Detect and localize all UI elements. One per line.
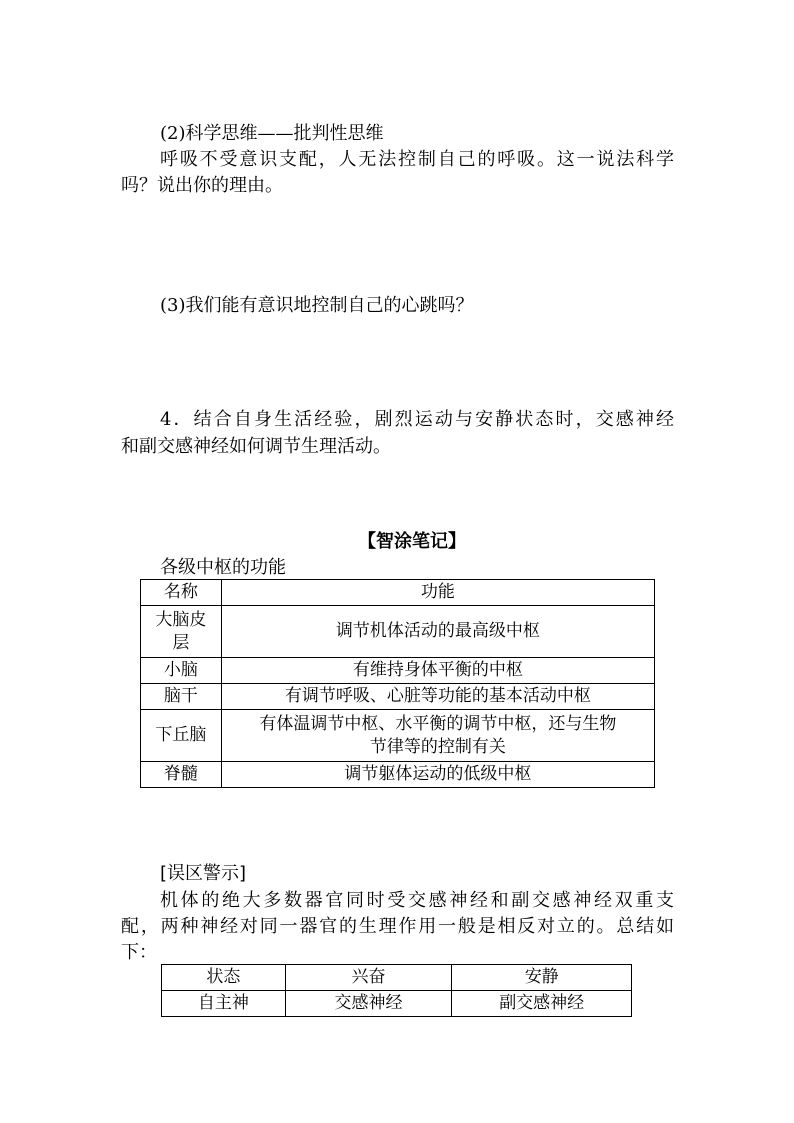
q4-text-line2: 和副交感神经如何调节生理活动。 [121, 436, 391, 457]
row-function: 有体温调节中枢、水平衡的调节中枢，还与生物 节律等的控制有关 [221, 710, 654, 762]
notes-subtitle: 各级中枢的功能 [160, 557, 286, 578]
notes-heading: 【智涂笔记】 [358, 531, 466, 552]
table-row [141, 762, 655, 788]
table-row [141, 710, 655, 762]
table-header-row [162, 965, 632, 991]
header-calm: 安静 [452, 965, 632, 991]
autonomic-state-table [161, 964, 632, 1017]
cell-parasympathetic: 副交感神经 [452, 991, 632, 1017]
q2-title: (2)科学思维——批判性思维 [160, 123, 384, 144]
row-function: 调节机体活动的最高级中枢 [221, 606, 654, 658]
q2-text-line1: 呼吸不受意识支配，人无法控制自己的呼吸。这一说法科学 [160, 149, 674, 170]
table-row [141, 606, 655, 658]
row-name: 小脑 [141, 658, 222, 684]
row-name: 大脑皮 层 [141, 606, 222, 658]
table-row [141, 658, 655, 684]
header-state: 状态 [162, 965, 286, 991]
warning-text-line1: 机体的绝大多数器官同时受交感神经和副交感神经双重支 [160, 890, 674, 911]
row-function: 有调节呼吸、心脏等功能的基本活动中枢 [221, 684, 654, 710]
row-name: 脊髓 [141, 762, 222, 788]
q2-text-line2: 吗？说出你的理由。 [121, 175, 283, 196]
warning-text-line3: 下： [121, 942, 157, 963]
warning-text-line2: 配，两种神经对同一器官的生理作用一般是相反对立的。总结如 [121, 916, 674, 937]
cell-sympathetic: 交感神经 [285, 991, 452, 1017]
centers-function-table [140, 579, 655, 788]
table-header-row [141, 580, 655, 606]
header-excited: 兴奋 [285, 965, 452, 991]
row-function: 调节躯体运动的低级中枢 [221, 762, 654, 788]
warning-heading: [误区警示] [160, 863, 247, 884]
header-name: 名称 [141, 580, 222, 606]
cell-autonomic: 自主神 [162, 991, 286, 1017]
row-name: 脑干 [141, 684, 222, 710]
table-row [141, 684, 655, 710]
table-row [162, 991, 632, 1017]
q3-title: (3)我们能有意识地控制自己的心跳吗？ [160, 295, 474, 316]
header-function: 功能 [221, 580, 654, 606]
row-name: 下丘脑 [141, 710, 222, 762]
q4-text-line1: 4．结合自身生活经验，剧烈运动与安静状态时，交感神经 [160, 409, 674, 430]
row-function: 有维持身体平衡的中枢 [221, 658, 654, 684]
